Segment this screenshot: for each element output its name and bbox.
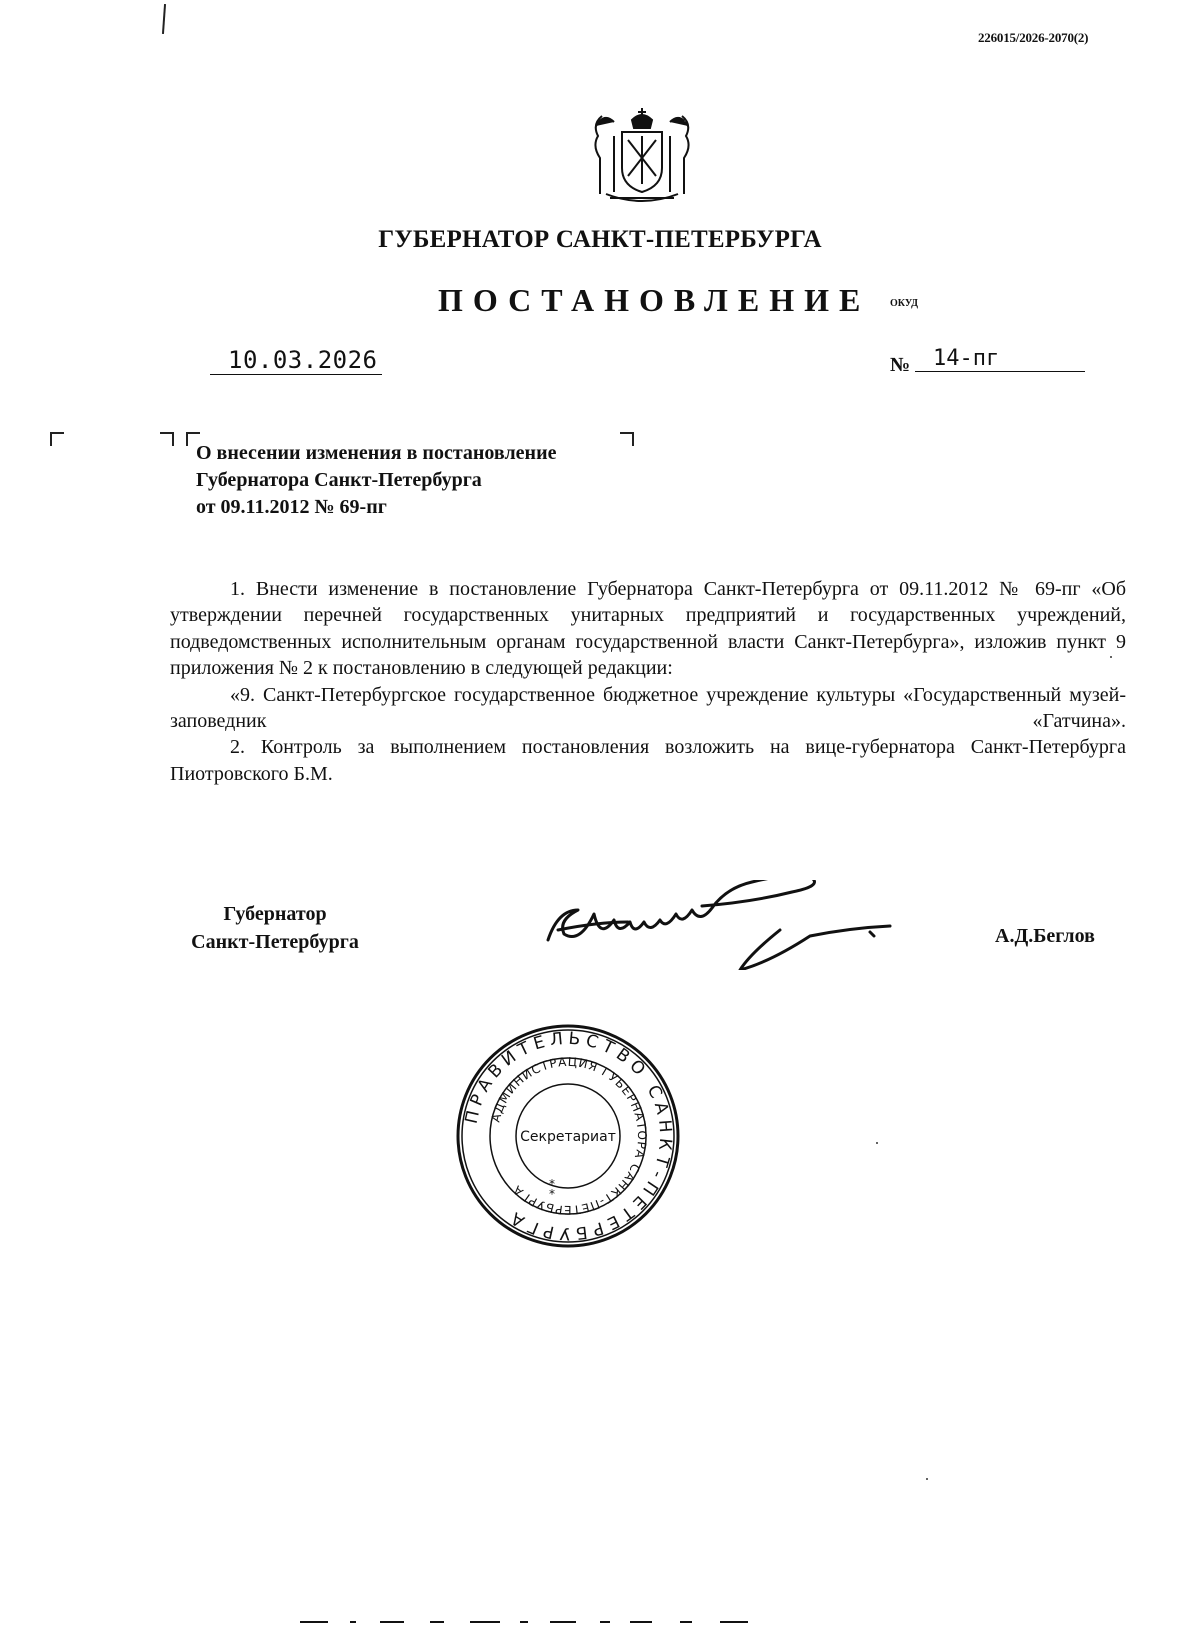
signer-position xyxy=(170,900,380,956)
scan-speck xyxy=(684,120,686,122)
signer-position-line: Губернатор xyxy=(223,903,327,925)
body-paragraph: «9. Санкт-Петербургское государственное бюджетное учреждение культуры «Государственный музей-заповедник «Гатчина». xyxy=(170,683,1126,733)
stamp-center-text: Секретариат xyxy=(520,1129,616,1145)
organization-title: ГУБЕРНАТОР САНКТ-ПЕТЕРБУРГА xyxy=(378,226,822,253)
subject-line: О внесении изменения в постановление xyxy=(196,442,557,464)
signer-name: А.Д.Беглов xyxy=(995,925,1095,947)
document-type: ПОСТАНОВЛЕНИЕ xyxy=(438,282,871,318)
stamp-outer-text: ПРАВИТЕЛЬСТВО САНКТ-ПЕТЕРБУРГА xyxy=(461,1028,676,1244)
body-paragraph: 2. Контроль за выполнением постановления возложить на вице-губернатора Санкт-Петербурга Пиотровского Б.М. xyxy=(170,736,1126,785)
body-paragraph: 1. Внести изменение в постановление Губернатора Санкт-Петербурга от 09.11.2012 № 69-пг «Об утверждении перечней государственных унитарных предприятий и государственных учреждений, подведомственных исполнительным органам государственной власти Санкт-Петербурга», изложив пункт 9 приложения № 2 к постановлению в следующей редакции: xyxy=(170,578,1126,680)
official-stamp-icon xyxy=(454,1022,682,1250)
subject-bracket-left xyxy=(50,432,64,446)
document-number: 14-пг xyxy=(933,346,1000,371)
scan-speck xyxy=(926,1478,928,1480)
okud-label: ОКУД xyxy=(890,298,919,309)
subject-line: от 09.11.2012 № 69-пг xyxy=(196,496,387,518)
number-label: № xyxy=(890,354,911,376)
signer-position-line: Санкт-Петербурга xyxy=(191,931,359,953)
handwritten-signature xyxy=(540,880,960,970)
scan-speck xyxy=(876,1142,878,1144)
svg-text:*: * xyxy=(549,1177,555,1191)
subject-line: Губернатора Санкт-Петербурга xyxy=(196,469,482,491)
scan-speck xyxy=(1110,656,1112,658)
date-field xyxy=(210,346,382,375)
document-date: 10.03.2026 xyxy=(228,346,378,374)
scan-bottom-marks xyxy=(300,1620,800,1624)
number-field xyxy=(915,346,1085,372)
scan-mark xyxy=(162,4,166,34)
document-subject xyxy=(196,440,556,521)
document-reference-number: 226015/2026-2070(2) xyxy=(978,30,1089,45)
subject-bracket-right xyxy=(620,432,634,446)
document-body xyxy=(170,576,1126,787)
svg-text:*: * xyxy=(549,1187,555,1201)
stamp-inner-text: АДМИНИСТРАЦИЯ ГУБЕРНАТОРА САНКТ-ПЕТЕРБУРГА xyxy=(488,1054,650,1218)
subject-bracket-mark xyxy=(160,432,174,446)
